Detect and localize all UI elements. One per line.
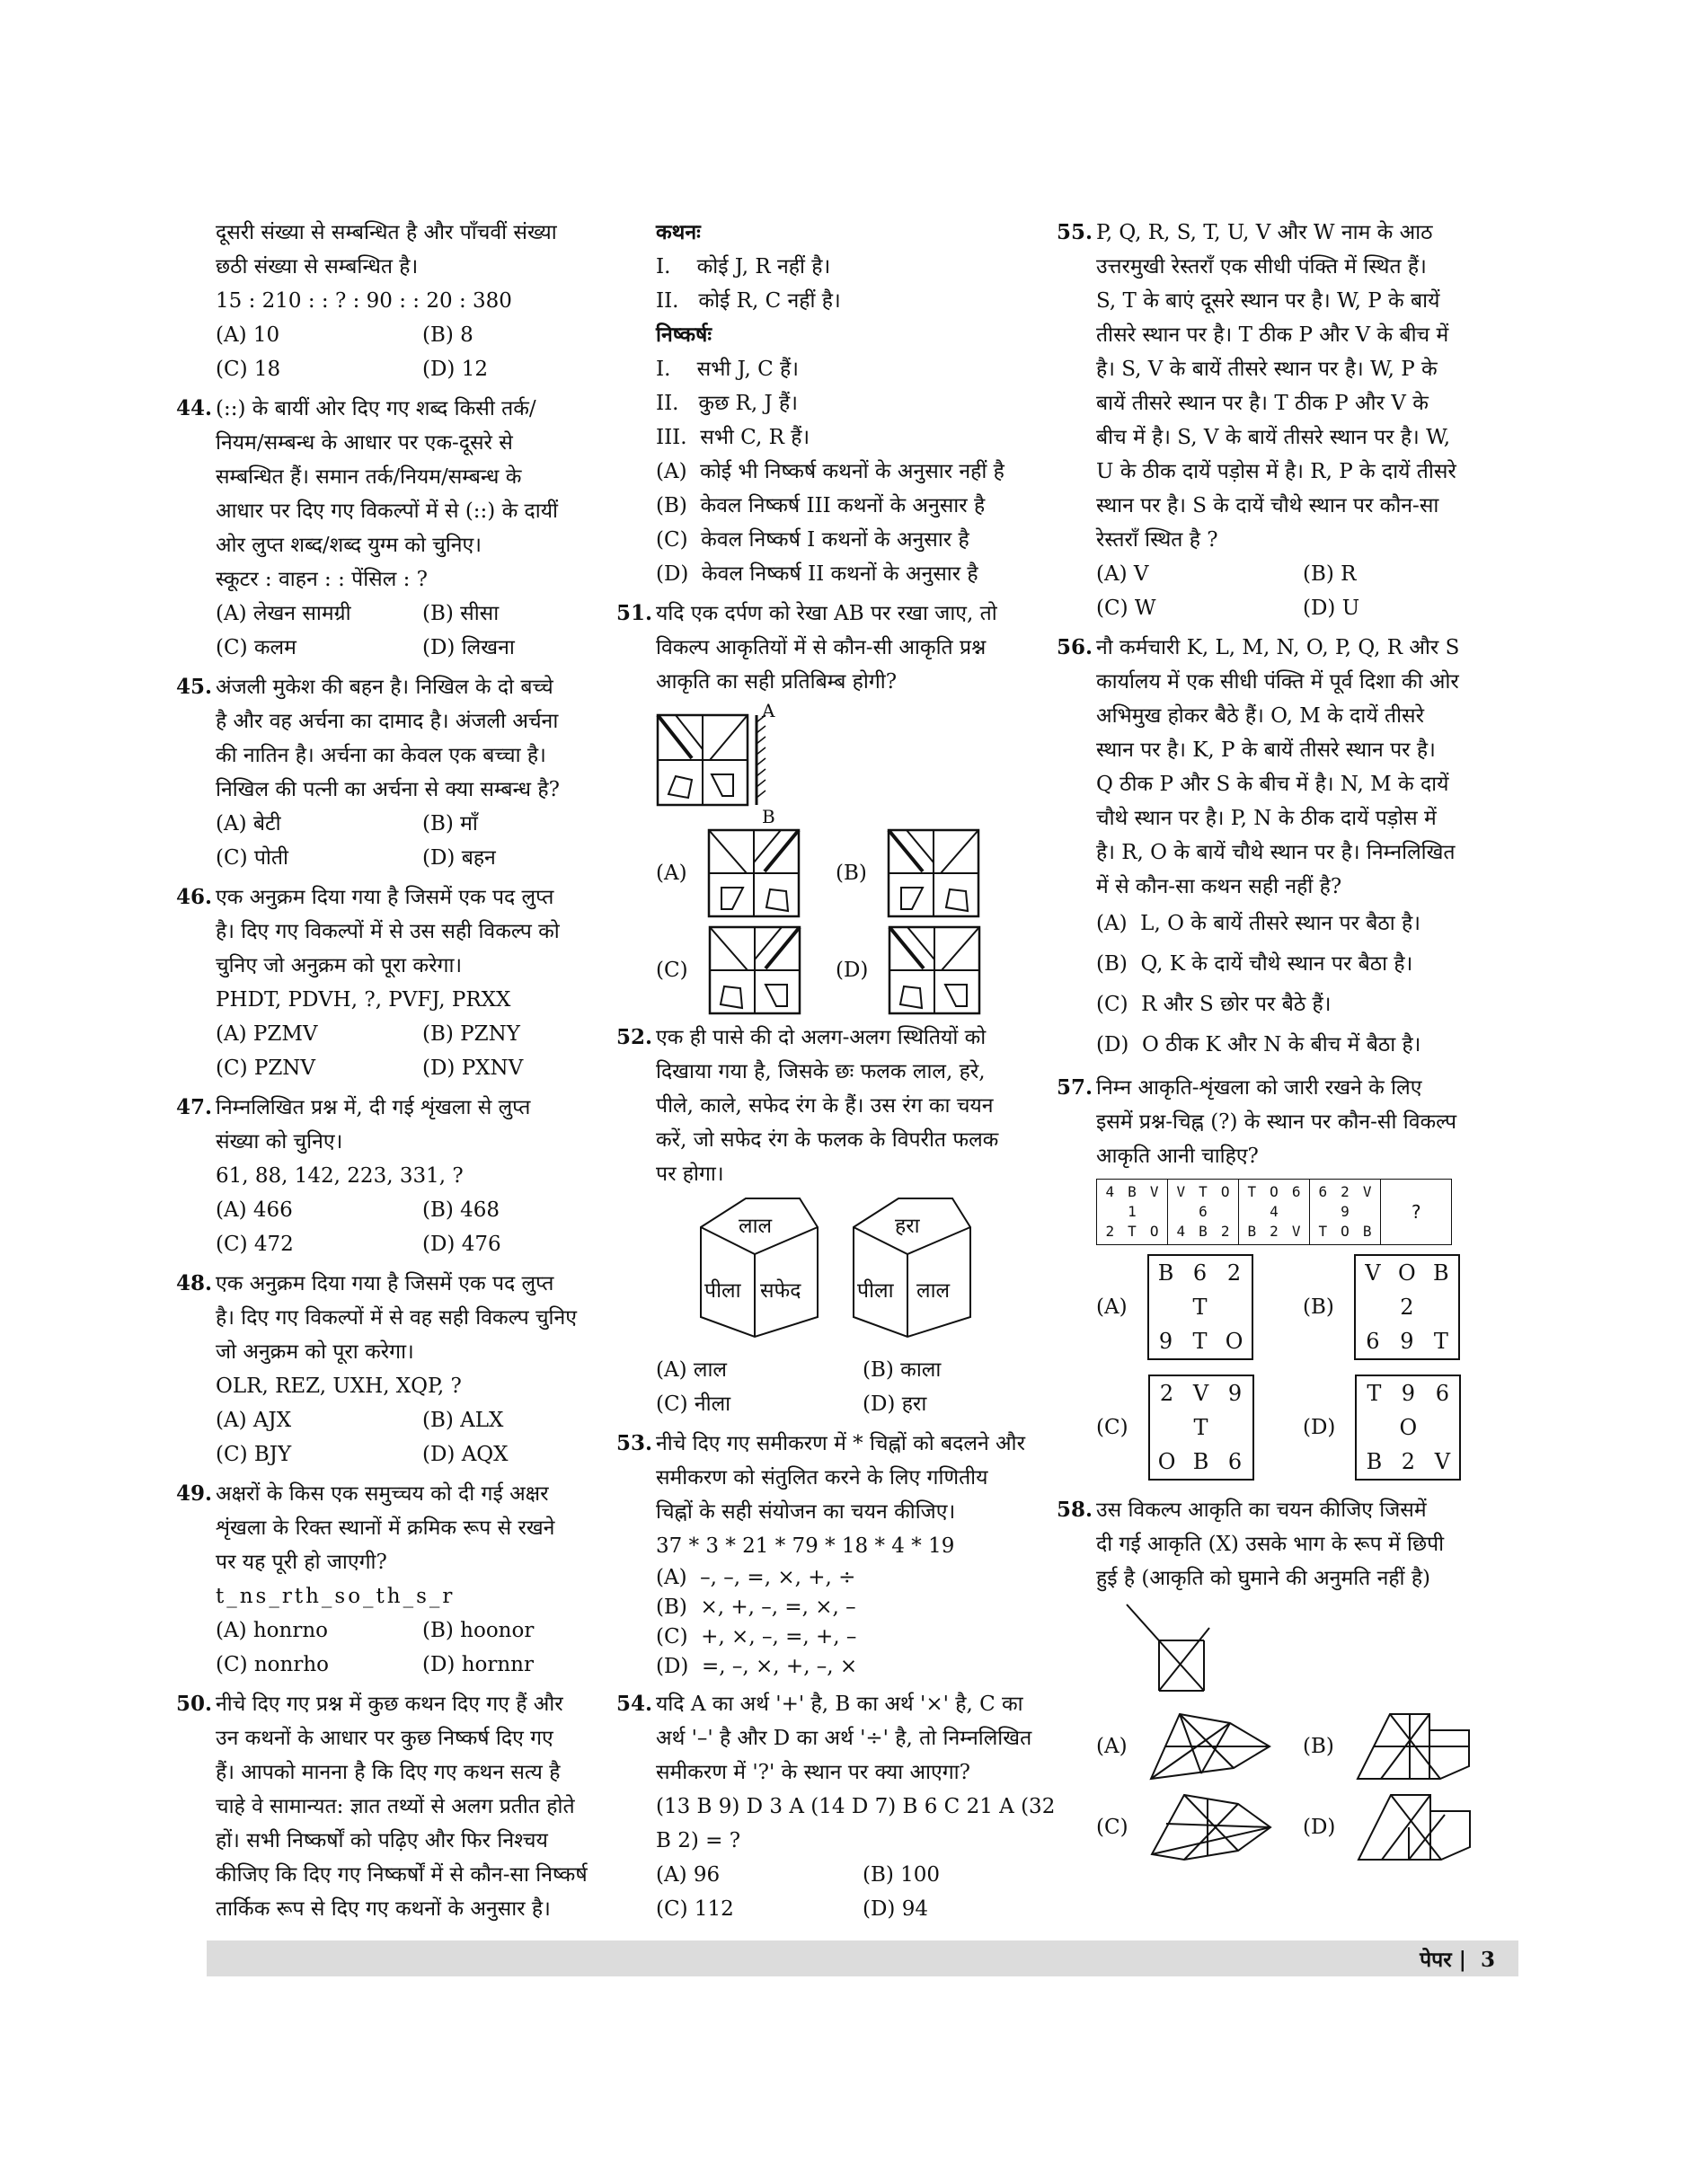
option-a[interactable]: (A) V bbox=[1096, 562, 1149, 586]
question-57 bbox=[1056, 1071, 1509, 1481]
die1-top-face: लाल bbox=[739, 1215, 773, 1238]
embedded-option-d[interactable] bbox=[1303, 1791, 1509, 1863]
option-b[interactable]: (B) Q, K के दायें चौथे स्थान पर बैठा है। bbox=[1096, 952, 1413, 976]
conclusion-2: II. कुछ R, J हैं। bbox=[656, 392, 798, 415]
option-label: (C) bbox=[1096, 1416, 1128, 1439]
equation: 37 * 3 * 21 * 79 * 18 * 4 * 19 bbox=[656, 1534, 955, 1558]
number-series: 15 : 210 : : ? : 90 : : 20 : 380 bbox=[216, 289, 512, 313]
mirror-option-c-figure bbox=[708, 925, 801, 1015]
question-46 bbox=[175, 880, 629, 1085]
option-b[interactable]: (B) PZNY bbox=[422, 1022, 520, 1046]
question-number: 58. bbox=[1056, 1498, 1093, 1522]
series-figure-4 bbox=[1310, 1180, 1381, 1245]
option-label: (D) bbox=[1303, 1816, 1336, 1839]
question-48 bbox=[175, 1267, 629, 1472]
letter-series: OLR, REZ, UXH, XQP, ? bbox=[216, 1375, 462, 1398]
statement-2: II. कोई R, C नहीं है। bbox=[656, 289, 841, 313]
question-text: दूसरी संख्या से सम्बन्धित है और पाँचवीं संख्या छठी संख्या से सम्बन्धित है। 15 : 210 : : ? : 90 : : 20 : 380 bbox=[216, 216, 629, 318]
mirror-question-figure bbox=[656, 700, 1069, 827]
mirror-option-d-figure bbox=[888, 925, 981, 1015]
embedded-options bbox=[1096, 1711, 1509, 1863]
series-option-d[interactable] bbox=[1303, 1375, 1509, 1481]
question-50 bbox=[175, 1687, 629, 1926]
statement-1: I. कोई J, R नहीं है। bbox=[656, 255, 831, 278]
series-cell-grid: T O 6 4 B 2 V bbox=[1247, 1183, 1301, 1240]
option-b[interactable]: (B) 468 bbox=[422, 1198, 500, 1222]
option-b[interactable]: (B) ALX bbox=[422, 1409, 504, 1432]
embedded-option-d-figure bbox=[1355, 1791, 1481, 1863]
option-a[interactable]: (A) 10 bbox=[216, 323, 280, 347]
option-a[interactable]: (A) 466 bbox=[216, 1198, 293, 1222]
series-option-b-figure: V O B 2 6 9 T bbox=[1354, 1254, 1460, 1360]
option-c[interactable]: (C) nonrho bbox=[216, 1653, 329, 1676]
question-text: निम्नलिखित प्रश्न में, दी गई शृंखला से लुप्त संख्या को चुनिए। 61, 88, 142, 223, 331, ? bbox=[216, 1091, 629, 1193]
option-b[interactable]: (B) सीसा bbox=[422, 602, 500, 625]
question-number: 46. bbox=[175, 885, 212, 909]
option-label: (A) bbox=[1096, 1735, 1128, 1758]
question-52 bbox=[615, 1021, 1069, 1421]
options bbox=[656, 1858, 1069, 1926]
options bbox=[216, 1193, 629, 1261]
question-number: 47. bbox=[175, 1095, 212, 1119]
question-text: यदि एक दर्पण को रेखा AB पर रखा जाए, तो विकल्प आकृतियों में से कौन-सी आकृति प्रश्न आकृति का सही प्रतिबिम्ब होगी? bbox=[656, 602, 997, 694]
series-question-mark: ? bbox=[1381, 1180, 1452, 1245]
question-text: P, Q, R, S, T, U, V और W नाम के आठ उत्तरमुखी रेस्तराँ एक सीधी पंक्ति में स्थित हैं। S, T के बाएं दूसरे स्थान पर है। W, P के बायें तीसरे स्थान पर है। T ठीक P और V के बीच में है। S, V के बायें तीसरे स्थान पर है। W, P के बायें तीसरे स्थान पर है। T ठीक P और V के बीच में है। S, V के बायें तीसरे स्थान पर है। W, U के ठीक दायें पड़ोस में है। R, P के दायें तीसरे स्थान पर है। S के दायें चौथे स्थान पर कौन-सा रेस्तराँ स्थित है ? bbox=[1096, 221, 1456, 552]
option-a[interactable]: (A) कोई भी निष्कर्ष कथनों के अनुसार नहीं है bbox=[656, 460, 1004, 483]
question-text: एक अनुक्रम दिया गया है जिसमें एक पद लुप्त है। दिए गए विकल्पों में से वह सही विकल्प चुनिए जो अनुक्रम को पूरा करेगा। OLR, REZ, UXH, XQP, ? bbox=[216, 1267, 629, 1403]
question-text: नीचे दिए गए समीकरण में * चिह्नों को बदलने और समीकरण को संतुलित करने के लिए गणितीय चिह्नों के सही संयोजन का चयन कीजिए। 37 * 3 * 21 * 79 * 18 * 4 * 19 bbox=[656, 1427, 1069, 1563]
question-53 bbox=[615, 1427, 1069, 1682]
question-56 bbox=[1056, 631, 1509, 1065]
column-2 bbox=[615, 216, 1069, 1932]
option-d[interactable]: (D) U bbox=[1303, 597, 1360, 620]
conclusion-3: III. सभी C, R हैं। bbox=[656, 426, 810, 449]
option-a[interactable]: (A) –, –, =, ×, +, ÷ bbox=[656, 1566, 856, 1589]
question-number: 49. bbox=[175, 1481, 212, 1506]
question-43-continued bbox=[216, 216, 629, 386]
option-label: (B) bbox=[1303, 1735, 1334, 1758]
question-text: निम्न आकृति-शृंखला को जारी रखने के लिए इसमें प्रश्न-चिह्न (?) के स्थान पर कौन-सी विकल्प आकृति आनी चाहिए? bbox=[1096, 1076, 1457, 1168]
series-option-c-figure: 2 V 9 T O B 6 bbox=[1148, 1375, 1254, 1481]
options bbox=[656, 1353, 1069, 1421]
question-number: 51. bbox=[615, 601, 652, 625]
series-option-c[interactable] bbox=[1096, 1375, 1303, 1481]
number-series: 61, 88, 142, 223, 331, ? bbox=[216, 1164, 464, 1188]
option-d[interactable]: (D) केवल निष्कर्ष II कथनों के अनुसार है bbox=[656, 562, 978, 586]
embedded-option-b-figure bbox=[1354, 1711, 1480, 1782]
question-number: 50. bbox=[175, 1692, 212, 1716]
options bbox=[216, 1403, 629, 1472]
option-label: (A) bbox=[1096, 1295, 1128, 1319]
dice-svg bbox=[692, 1191, 988, 1353]
mirror-option-d[interactable] bbox=[836, 925, 1015, 1015]
question-text: एक ही पासे की दो अलग-अलग स्थितियों को दिखाया गया है, जिसके छः फलक लाल, हरे, पीले, काले, सफेद रंग के हैं। उस रंग का चयन करें, जो सफेद रंग के फलक के विपरीत फलक पर होगा। bbox=[656, 1026, 999, 1186]
option-b[interactable]: (B) R bbox=[1303, 562, 1357, 586]
question-number: 45. bbox=[175, 675, 212, 699]
conclusions-heading: निष्कर्षः bbox=[656, 323, 712, 347]
option-b[interactable]: (B) काला bbox=[863, 1358, 942, 1382]
question-number: 56. bbox=[1056, 635, 1093, 659]
question-text: एक अनुक्रम दिया गया है जिसमें एक पद लुप्त है। दिए गए विकल्पों में से उस सही विकल्प को चुनिए जो अनुक्रम को पूरा करेगा। PHDT, PDVH, ?, PVFJ, PRXX bbox=[216, 880, 629, 1017]
option-label: (C) bbox=[1096, 1816, 1128, 1839]
option-label: (B) bbox=[1303, 1295, 1334, 1319]
question-text: अंजली मुकेश की बहन है। निखिल के दो बच्चे है और वह अर्चना का दामाद है। अंजली अर्चना की नातिन है। अर्चना का केवल एक बच्चा है। निखिल की पत्नी का अर्चना से क्या सम्बन्ध है? bbox=[216, 676, 560, 801]
mirror-option-c[interactable] bbox=[656, 925, 836, 1015]
page-footer-bar bbox=[207, 1940, 1518, 1976]
option-d[interactable]: (D) =, –, ×, +, –, × bbox=[656, 1655, 858, 1678]
question-number: 55. bbox=[1056, 220, 1093, 244]
question-number: 48. bbox=[175, 1271, 212, 1295]
option-d[interactable]: (D) हरा bbox=[863, 1392, 927, 1416]
option-a[interactable]: (A) honrno bbox=[216, 1619, 328, 1642]
option-label: (B) bbox=[836, 862, 867, 885]
series-figure-3 bbox=[1239, 1180, 1310, 1245]
option-c[interactable]: (C) W bbox=[1096, 597, 1156, 620]
options bbox=[656, 1563, 1069, 1682]
mirror-option-b-figure bbox=[887, 828, 980, 918]
option-d[interactable]: (D) बहन bbox=[422, 846, 496, 870]
letter-series: t_ns_rth_so_th_s_r bbox=[216, 1585, 456, 1608]
question-49 bbox=[175, 1477, 629, 1682]
options bbox=[216, 318, 629, 386]
embedded-option-a[interactable] bbox=[1096, 1711, 1303, 1782]
question-text: नौ कर्मचारी K, L, M, N, O, P, Q, R और S कार्यालय में एक सीधी पंक्ति में पूर्व दिशा की ओर अभिमुख होकर बैठे हैं। O, M के दायें तीसरे स्थान पर है। K, P के बायें तीसरे स्थान पर है। Q ठीक P और S के बीच में है। N, M के दायें चौथे स्थान पर है। P, N के ठीक दायें पड़ोस में है। R, O के बायें चौथे स्थान पर है। निम्नलिखित में से कौन-सा कथन सही नहीं है? bbox=[1096, 636, 1460, 898]
embedded-option-b[interactable] bbox=[1303, 1711, 1509, 1782]
option-a[interactable]: (A) PZMV bbox=[216, 1022, 318, 1046]
series-figure-2 bbox=[1168, 1180, 1239, 1245]
column-3 bbox=[1056, 216, 1509, 1869]
option-label: (D) bbox=[1303, 1416, 1336, 1439]
option-d[interactable]: (D) लिखना bbox=[422, 636, 515, 659]
option-d[interactable]: (D) AQX bbox=[422, 1443, 509, 1466]
options bbox=[1096, 904, 1509, 1065]
embedded-question-figure bbox=[1123, 1601, 1213, 1700]
mirror-option-a[interactable] bbox=[656, 828, 836, 918]
series-cell-grid: 4 B V 1 2 T O bbox=[1105, 1183, 1159, 1240]
option-c[interactable]: (C) केवल निष्कर्ष I कथनों के अनुसार है bbox=[656, 528, 969, 552]
question-55 bbox=[1056, 216, 1509, 625]
question-figure-svg bbox=[656, 704, 800, 821]
series-option-b[interactable] bbox=[1303, 1254, 1509, 1360]
option-label: (A) bbox=[656, 862, 687, 885]
series-cell-grid: V T O 6 4 B 2 bbox=[1176, 1183, 1230, 1240]
options bbox=[216, 597, 629, 665]
option-c[interactable]: (C) नीला bbox=[656, 1392, 731, 1416]
option-a[interactable]: (A) AJX bbox=[216, 1409, 292, 1432]
embedded-option-a-figure bbox=[1147, 1711, 1273, 1782]
question-text: नीचे दिए गए प्रश्न में कुछ कथन दिए गए हैं और उन कथनों के आधार पर कुछ निष्कर्ष दिए गए हैं। आपको मानना है कि दिए गए कथन सत्य है चाहे वे सामान्यत: ज्ञात तथ्यों से अलग प्रतीत होते हों। सभी निष्कर्षों को पढ़िए और फिर निश्चय कीजिए कि दिए गए निष्कर्षों में से कौन-सा निष्कर्ष तार्किक रूप से दिए गए कथनों के अनुसार है। bbox=[216, 1693, 588, 1921]
question-text: यदि A का अर्थ '+' है, B का अर्थ '×' है, C का अर्थ '–' है और D का अर्थ '÷' है, तो निम्नलिखित समीकरण में '?' के स्थान पर क्या आएगा? (13 B 9) D 3 A (14 D 7) B 6 C 21 A (32 B 2) = ? bbox=[656, 1693, 1056, 1852]
mirror-option-a-figure bbox=[707, 828, 801, 918]
option-label: (C) bbox=[656, 959, 688, 982]
series-option-d-figure: T 9 6 O B 2 V bbox=[1355, 1375, 1461, 1481]
option-b[interactable]: (B) माँ bbox=[422, 812, 478, 835]
conclusion-1: I. सभी J, C हैं। bbox=[656, 358, 799, 381]
question-text: (::) के बायीं ओर दिए गए शब्द किसी तर्क/ नियम/सम्बन्ध के आधार पर एक-दूसरे से सम्बन्धित हैं। समान तर्क/नियम/सम्बन्ध के आधार पर दिए गए विकल्पों में से (::) के दायीं ओर लुप्त शब्द/शब्द युग्म को चुनिए। स्कूटर : वाहन : : पेंसिल : ? bbox=[216, 392, 629, 597]
die2-top-face: हरा bbox=[895, 1215, 920, 1238]
series-option-a-figure: B 6 2 T 9 T O bbox=[1147, 1254, 1253, 1360]
question-number: 52. bbox=[615, 1025, 652, 1049]
option-a[interactable]: (A) लाल bbox=[656, 1358, 728, 1382]
embedded-option-c[interactable] bbox=[1096, 1791, 1303, 1863]
question-number: 57. bbox=[1056, 1075, 1093, 1100]
die1-right-face: सफेद bbox=[760, 1279, 801, 1303]
option-c[interactable]: (C) 112 bbox=[656, 1897, 734, 1921]
letter-series: PHDT, PDVH, ?, PVFJ, PRXX bbox=[216, 988, 511, 1012]
mirror-label-a: A bbox=[762, 700, 775, 721]
option-c[interactable]: (C) R और S छोर पर बैठे हैं। bbox=[1096, 993, 1332, 1016]
option-d[interactable]: (D) 12 bbox=[422, 358, 488, 381]
die2-left-face: पीला bbox=[857, 1279, 894, 1303]
option-c[interactable]: (C) +, ×, –, =, +, – bbox=[656, 1625, 857, 1649]
mirror-option-b[interactable] bbox=[836, 828, 1015, 918]
options bbox=[216, 1613, 629, 1682]
series-figure-1 bbox=[1097, 1180, 1168, 1245]
question-50-continued bbox=[656, 216, 1069, 591]
option-b[interactable]: (B) केवल निष्कर्ष III कथनों के अनुसार है bbox=[656, 494, 986, 517]
question-text: उस विकल्प आकृति का चयन कीजिए जिसमें दी गई आकृति (X) उसके भाग के रूप में छिपी हुई है (आकृति को घुमाने की अनुमति नहीं है) bbox=[1096, 1498, 1445, 1590]
option-c[interactable]: (C) BJY bbox=[216, 1443, 292, 1466]
die2-right-face: लाल bbox=[916, 1279, 951, 1303]
figure-series-table bbox=[1096, 1179, 1452, 1245]
die1-left-face: पीला bbox=[704, 1279, 741, 1303]
option-a[interactable]: (A) 96 bbox=[656, 1863, 721, 1887]
question-51 bbox=[615, 597, 1069, 1015]
series-options bbox=[1096, 1254, 1509, 1481]
options bbox=[1096, 557, 1509, 625]
option-a[interactable]: (A) L, O के बायें तीसरे स्थान पर बैठा है। bbox=[1096, 912, 1420, 935]
option-c[interactable]: (C) PZNV bbox=[216, 1056, 316, 1080]
word-pair: स्कूटर : वाहन : : पेंसिल : ? bbox=[216, 568, 429, 591]
page-number: पेपर | 3 bbox=[1420, 1948, 1495, 1972]
question-number: 53. bbox=[615, 1431, 652, 1455]
option-c[interactable]: (C) 18 bbox=[216, 358, 281, 381]
embedded-option-c-figure bbox=[1148, 1791, 1274, 1863]
mirror-options bbox=[656, 828, 1069, 1015]
options bbox=[216, 1017, 629, 1085]
option-label: (D) bbox=[836, 959, 869, 982]
option-b[interactable]: (B) ×, +, –, =, ×, – bbox=[656, 1596, 856, 1619]
question-44 bbox=[175, 392, 629, 665]
options bbox=[216, 807, 629, 875]
series-option-a[interactable] bbox=[1096, 1254, 1303, 1360]
option-d[interactable]: (D) O ठीक K और N के बीच में बैठा है। bbox=[1096, 1033, 1421, 1056]
statements-heading: कथनः bbox=[656, 220, 701, 244]
option-b[interactable]: (B) 8 bbox=[422, 323, 473, 347]
option-d[interactable]: (D) 94 bbox=[863, 1897, 928, 1921]
option-c[interactable]: (C) पोती bbox=[216, 846, 288, 870]
dice-figure bbox=[692, 1191, 1069, 1353]
question-54 bbox=[615, 1687, 1069, 1926]
option-c[interactable]: (C) 472 bbox=[216, 1233, 294, 1256]
question-number: 54. bbox=[615, 1692, 652, 1716]
question-58 bbox=[1056, 1493, 1509, 1863]
question-47 bbox=[175, 1091, 629, 1261]
option-b[interactable]: (B) 100 bbox=[863, 1863, 941, 1887]
series-cell-grid: 6 2 V 9 T O B bbox=[1318, 1183, 1372, 1240]
question-45 bbox=[175, 670, 629, 875]
option-b[interactable]: (B) hoonor bbox=[422, 1619, 535, 1642]
option-c[interactable]: (C) कलम bbox=[216, 636, 296, 659]
option-a[interactable]: (A) लेखन सामग्री bbox=[216, 602, 351, 625]
option-d[interactable]: (D) PXNV bbox=[422, 1056, 524, 1080]
option-d[interactable]: (D) hornnr bbox=[422, 1653, 534, 1676]
question-text: अक्षरों के किस एक समुच्चय को दी गई अक्षर शृंखला के रिक्त स्थानों में क्रमिक रूप से रखने पर यह पूरी हो जाएगी? t_ns_rth_so_th_s_r bbox=[216, 1477, 629, 1613]
column-1 bbox=[175, 216, 629, 1932]
question-number: 44. bbox=[175, 396, 212, 420]
option-a[interactable]: (A) बेटी bbox=[216, 812, 281, 835]
option-d[interactable]: (D) 476 bbox=[422, 1233, 501, 1256]
mirror-label-b: B bbox=[762, 806, 775, 827]
